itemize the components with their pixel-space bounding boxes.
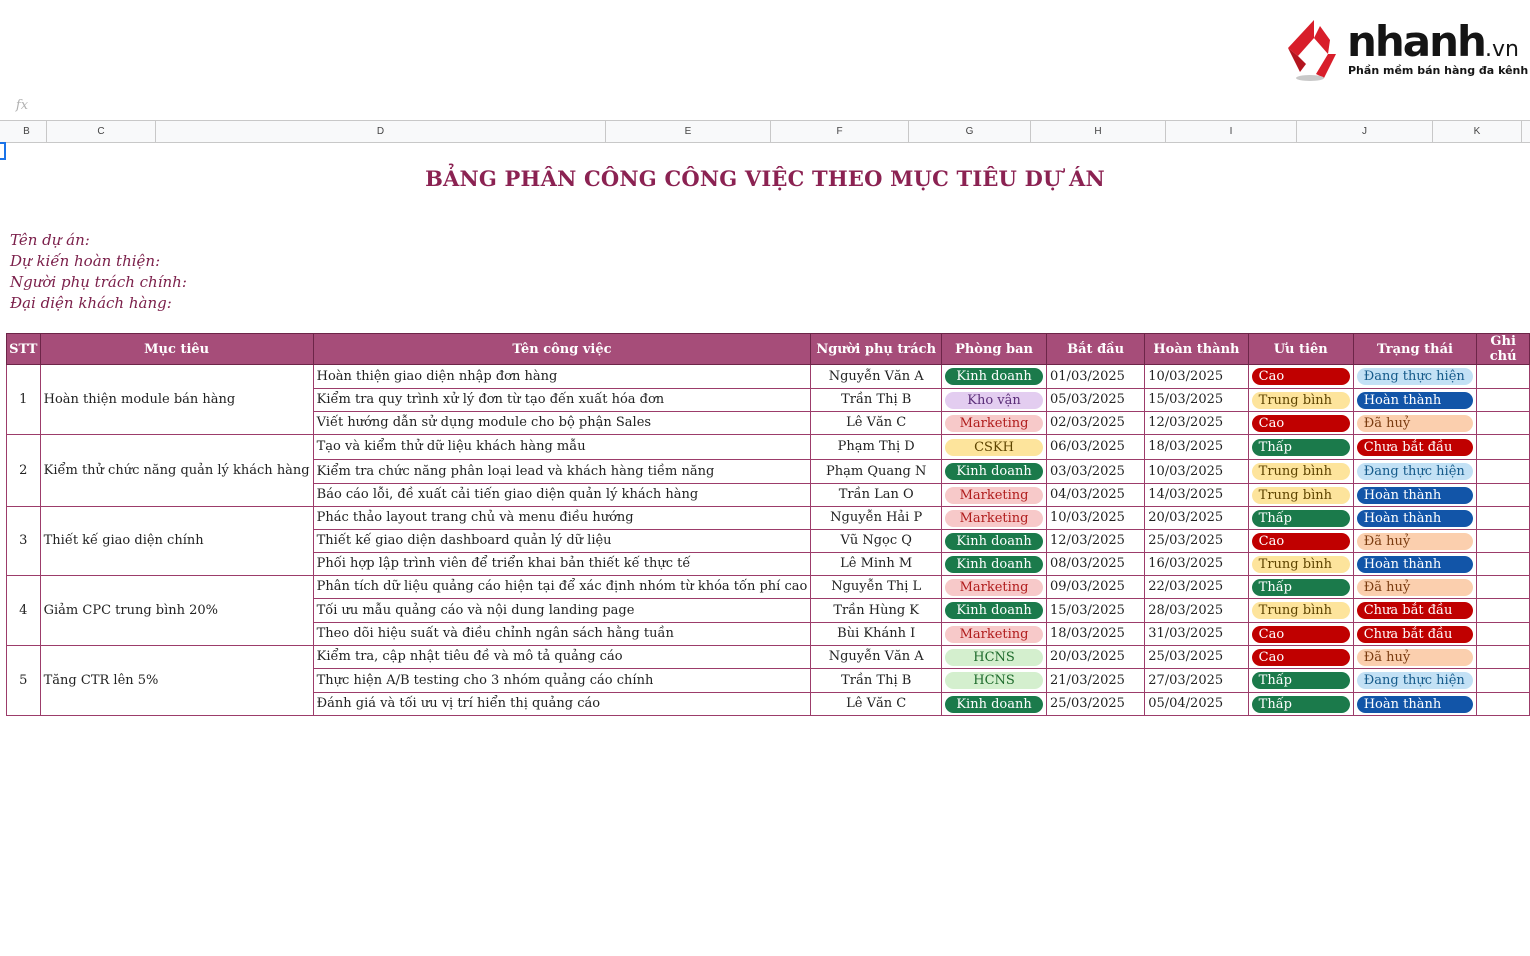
task-cell[interactable]: Tạo và kiểm thử dữ liệu khách hàng mẫu [313,435,811,460]
goal-cell[interactable]: Thiết kế giao diện chính [40,507,313,576]
end-date-cell[interactable]: 12/03/2025 [1145,412,1248,435]
owner-cell[interactable]: Nguyễn Hải P [811,507,942,530]
note-cell[interactable] [1477,576,1530,599]
start-date-cell[interactable]: 04/03/2025 [1047,484,1145,507]
priority-badge: Cao [1252,415,1350,432]
column-header-bar [0,120,1530,143]
dept-cell[interactable] [942,576,1047,599]
priority-badge: Thấp [1252,696,1350,713]
dept-cell[interactable] [942,646,1047,669]
nhanh-logo [1284,16,1529,86]
status-badge: Hoàn thành [1357,392,1474,409]
priority-cell[interactable] [1248,553,1353,576]
project-meta [10,230,187,314]
priority-cell[interactable] [1248,599,1353,623]
note-cell[interactable] [1477,460,1530,484]
status-badge: Chưa bắt đầu [1357,602,1474,619]
column-header[interactable]: K [1433,121,1522,142]
owner-cell[interactable]: Lê Văn C [811,412,942,435]
start-date-cell[interactable]: 05/03/2025 [1047,389,1145,412]
note-cell[interactable] [1477,669,1530,693]
owner-cell[interactable]: Vũ Ngọc Q [811,530,942,553]
status-badge: Đã huỷ [1357,415,1474,432]
cell-cursor [0,142,6,160]
task-cell[interactable]: Thiết kế giao diện dashboard quản lý dữ liệu [313,530,811,553]
status-cell[interactable] [1353,365,1477,389]
meta-project-name: Tên dự án: [10,231,90,249]
table-row [7,435,1530,460]
column-header[interactable]: F [771,121,909,142]
note-cell[interactable] [1477,389,1530,412]
dept-badge: Kinh doanh [945,463,1043,480]
dept-cell[interactable] [942,693,1047,716]
status-cell[interactable] [1353,530,1477,553]
task-cell[interactable]: Kiểm tra, cập nhật tiêu đề và mô tả quảng cáo [313,646,811,669]
priority-cell[interactable] [1248,623,1353,646]
stt-cell[interactable]: 1 [7,365,41,435]
table-header-row [7,334,1530,365]
status-cell[interactable] [1353,460,1477,484]
status-cell[interactable] [1353,435,1477,460]
priority-cell[interactable] [1248,389,1353,412]
stt-cell[interactable]: 2 [7,435,41,507]
status-badge: Đang thực hiện [1357,368,1474,385]
owner-cell[interactable]: Bùi Khánh I [811,623,942,646]
dept-badge: Kinh doanh [945,602,1043,619]
header-goal[interactable]: Mục tiêu [40,334,313,365]
note-cell[interactable] [1477,435,1530,460]
priority-cell[interactable] [1248,669,1353,693]
priority-badge: Trung bình [1252,556,1350,573]
owner-cell[interactable]: Trần Lan O [811,484,942,507]
dept-cell[interactable] [942,669,1047,693]
priority-badge: Trung bình [1252,487,1350,504]
task-cell[interactable]: Thực hiện A/B testing cho 3 nhóm quảng cáo chính [313,669,811,693]
task-cell[interactable]: Đánh giá và tối ưu vị trí hiển thị quảng cáo [313,693,811,716]
stt-cell[interactable]: 5 [7,646,41,716]
task-cell[interactable]: Báo cáo lỗi, đề xuất cải tiến giao diện quản lý khách hàng [313,484,811,507]
end-date-cell[interactable]: 14/03/2025 [1145,484,1248,507]
status-cell[interactable] [1353,553,1477,576]
owner-cell[interactable]: Nguyễn Thị L [811,576,942,599]
dept-badge: Kinh doanh [945,696,1043,713]
dept-badge: Kinh doanh [945,368,1043,385]
table-row [7,646,1530,669]
start-date-cell[interactable]: 10/03/2025 [1047,507,1145,530]
end-date-cell[interactable]: 16/03/2025 [1145,553,1248,576]
task-cell[interactable]: Phác thảo layout trang chủ và menu điều hướng [313,507,811,530]
end-date-cell[interactable]: 10/03/2025 [1145,365,1248,389]
end-date-cell[interactable]: 27/03/2025 [1145,669,1248,693]
priority-cell[interactable] [1248,646,1353,669]
start-date-cell[interactable]: 21/03/2025 [1047,669,1145,693]
priority-badge: Cao [1252,626,1350,643]
priority-badge: Trung bình [1252,463,1350,480]
end-date-cell[interactable]: 15/03/2025 [1145,389,1248,412]
start-date-cell[interactable]: 18/03/2025 [1047,623,1145,646]
priority-badge: Trung bình [1252,392,1350,409]
header-end[interactable]: Hoàn thành [1145,334,1248,365]
owner-cell[interactable]: Nguyễn Văn A [811,646,942,669]
note-cell[interactable] [1477,507,1530,530]
column-header[interactable]: G [909,121,1031,142]
note-cell[interactable] [1477,365,1530,389]
end-date-cell[interactable]: 31/03/2025 [1145,623,1248,646]
start-date-cell[interactable]: 09/03/2025 [1047,576,1145,599]
start-date-cell[interactable]: 03/03/2025 [1047,460,1145,484]
goal-cell[interactable]: Tăng CTR lên 5% [40,646,313,716]
priority-cell[interactable] [1248,484,1353,507]
dept-cell[interactable] [942,389,1047,412]
dept-badge: Marketing [945,626,1043,643]
end-date-cell[interactable]: 28/03/2025 [1145,599,1248,623]
priority-cell[interactable] [1248,507,1353,530]
status-cell[interactable] [1353,646,1477,669]
priority-cell[interactable] [1248,460,1353,484]
end-date-cell[interactable]: 20/03/2025 [1145,507,1248,530]
header-note[interactable]: Ghi chú [1477,334,1530,365]
status-badge: Đang thực hiện [1357,672,1474,689]
status-cell[interactable] [1353,412,1477,435]
status-cell[interactable] [1353,389,1477,412]
owner-cell[interactable]: Trần Hùng K [811,599,942,623]
dept-badge: Marketing [945,487,1043,504]
dept-cell[interactable] [942,599,1047,623]
priority-cell[interactable] [1248,412,1353,435]
priority-cell[interactable] [1248,365,1353,389]
dept-cell[interactable] [942,365,1047,389]
header-owner[interactable]: Người phụ trách [811,334,942,365]
meta-owner: Người phụ trách chính: [10,273,187,291]
task-cell[interactable]: Phân tích dữ liệu quảng cáo hiện tại để xác định nhóm từ khóa tốn phí cao [313,576,811,599]
dept-badge: Kho vận [945,392,1043,409]
priority-badge: Cao [1252,649,1350,666]
header-stt[interactable]: STT [7,334,41,365]
task-cell[interactable]: Phối hợp lập trình viên để triển khai bản thiết kế thực tế [313,553,811,576]
owner-cell[interactable]: Phạm Thị D [811,435,942,460]
stt-cell[interactable]: 4 [7,576,41,646]
dept-cell[interactable] [942,507,1047,530]
status-cell[interactable] [1353,484,1477,507]
column-header[interactable]: B [7,121,47,142]
status-badge: Hoàn thành [1357,487,1474,504]
dept-badge: HCNS [945,672,1043,689]
owner-cell[interactable]: Lê Văn C [811,693,942,716]
note-cell[interactable] [1477,599,1530,623]
priority-badge: Thấp [1252,439,1350,456]
status-badge: Chưa bắt đầu [1357,626,1474,643]
column-header[interactable]: C [47,121,156,142]
status-badge: Đang thực hiện [1357,463,1474,480]
end-date-cell[interactable]: 22/03/2025 [1145,576,1248,599]
owner-cell[interactable]: Nguyễn Văn A [811,365,942,389]
start-date-cell[interactable]: 08/03/2025 [1047,553,1145,576]
owner-cell[interactable]: Lê Minh M [811,553,942,576]
table-row [7,365,1530,389]
end-date-cell[interactable]: 10/03/2025 [1145,460,1248,484]
status-badge: Đã huỷ [1357,649,1474,666]
status-cell[interactable] [1353,507,1477,530]
status-badge: Hoàn thành [1357,696,1474,713]
dept-badge: HCNS [945,649,1043,666]
priority-badge: Thấp [1252,672,1350,689]
task-cell[interactable]: Kiểm tra quy trình xử lý đơn từ tạo đến xuất hóa đơn [313,389,811,412]
dept-cell[interactable] [942,460,1047,484]
header-start[interactable]: Bắt đầu [1047,334,1145,365]
status-badge: Hoàn thành [1357,510,1474,527]
task-cell[interactable]: Tối ưu mẫu quảng cáo và nội dung landing page [313,599,811,623]
priority-badge: Thấp [1252,579,1350,596]
meta-deadline: Dự kiến hoàn thiện: [10,252,161,270]
logo-tagline: Phần mềm bán hàng đa kênh [1348,64,1529,77]
column-header[interactable]: D [156,121,606,142]
task-cell[interactable]: Theo dõi hiệu suất và điều chỉnh ngân sách hằng tuần [313,623,811,646]
note-cell[interactable] [1477,646,1530,669]
note-cell[interactable] [1477,623,1530,646]
start-date-cell[interactable]: 01/03/2025 [1047,365,1145,389]
dept-cell[interactable] [942,623,1047,646]
column-header[interactable]: I [1166,121,1297,142]
status-badge: Đã huỷ [1357,533,1474,550]
priority-badge: Cao [1252,368,1350,385]
note-cell[interactable] [1477,412,1530,435]
header-priority[interactable]: Ưu tiên [1248,334,1353,365]
task-table [6,333,1530,716]
nhanh-logo-mark-icon [1284,18,1344,84]
table-row [7,507,1530,530]
end-date-cell[interactable]: 25/03/2025 [1145,646,1248,669]
meta-client-rep: Đại diện khách hàng: [10,294,172,312]
column-header[interactable]: E [606,121,771,142]
priority-cell[interactable] [1248,530,1353,553]
start-date-cell[interactable]: 25/03/2025 [1047,693,1145,716]
start-date-cell[interactable]: 06/03/2025 [1047,435,1145,460]
start-date-cell[interactable]: 20/03/2025 [1047,646,1145,669]
status-cell[interactable] [1353,623,1477,646]
end-date-cell[interactable]: 25/03/2025 [1145,530,1248,553]
start-date-cell[interactable]: 15/03/2025 [1047,599,1145,623]
column-header[interactable]: H [1031,121,1166,142]
logo-wordmark: nhanh.vn [1347,17,1519,66]
task-cell[interactable]: Hoàn thiện giao diện nhập đơn hàng [313,365,811,389]
status-cell[interactable] [1353,576,1477,599]
status-badge: Hoàn thành [1357,556,1474,573]
owner-cell[interactable]: Trần Thị B [811,669,942,693]
priority-badge: Trung bình [1252,602,1350,619]
priority-badge: Thấp [1252,510,1350,527]
dept-badge: Marketing [945,510,1043,527]
stt-cell[interactable]: 3 [7,507,41,576]
task-cell[interactable]: Kiểm tra chức năng phân loại lead và khách hàng tiềm năng [313,460,811,484]
status-cell[interactable] [1353,669,1477,693]
note-cell[interactable] [1477,484,1530,507]
owner-cell[interactable]: Phạm Quang N [811,460,942,484]
status-cell[interactable] [1353,599,1477,623]
goal-cell[interactable]: Kiểm thử chức năng quản lý khách hàng [40,435,313,507]
priority-badge: Cao [1252,533,1350,550]
start-date-cell[interactable]: 12/03/2025 [1047,530,1145,553]
end-date-cell[interactable]: 05/04/2025 [1145,693,1248,716]
end-date-cell[interactable]: 18/03/2025 [1145,435,1248,460]
note-cell[interactable] [1477,693,1530,716]
dept-badge: Marketing [945,579,1043,596]
dept-badge: CSKH [945,439,1043,456]
header-dept[interactable]: Phòng ban [942,334,1047,365]
dept-cell[interactable] [942,530,1047,553]
header-task[interactable]: Tên công việc [313,334,811,365]
dept-badge: Marketing [945,415,1043,432]
status-cell[interactable] [1353,693,1477,716]
task-cell[interactable]: Viết hướng dẫn sử dụng module cho bộ phận Sales [313,412,811,435]
priority-cell[interactable] [1248,693,1353,716]
dept-cell[interactable] [942,435,1047,460]
dept-badge: Kinh doanh [945,533,1043,550]
formula-fx-icon[interactable]: fx [15,98,29,113]
priority-cell[interactable] [1248,435,1353,460]
page-title: BẢNG PHÂN CÔNG CÔNG VIỆC THEO MỤC TIÊU DỰ ÁN [425,166,1105,191]
status-badge: Đã huỷ [1357,579,1474,596]
priority-cell[interactable] [1248,576,1353,599]
header-status[interactable]: Trạng thái [1353,334,1477,365]
owner-cell[interactable]: Trần Thị B [811,389,942,412]
status-badge: Chưa bắt đầu [1357,439,1474,456]
dept-cell[interactable] [942,553,1047,576]
table-row [7,576,1530,599]
dept-badge: Kinh doanh [945,556,1043,573]
dept-cell[interactable] [942,412,1047,435]
note-cell[interactable] [1477,530,1530,553]
dept-cell[interactable] [942,484,1047,507]
goal-cell[interactable]: Giảm CPC trung bình 20% [40,576,313,646]
goal-cell[interactable]: Hoàn thiện module bán hàng [40,365,313,435]
column-header[interactable]: J [1297,121,1433,142]
start-date-cell[interactable]: 02/03/2025 [1047,412,1145,435]
note-cell[interactable] [1477,553,1530,576]
